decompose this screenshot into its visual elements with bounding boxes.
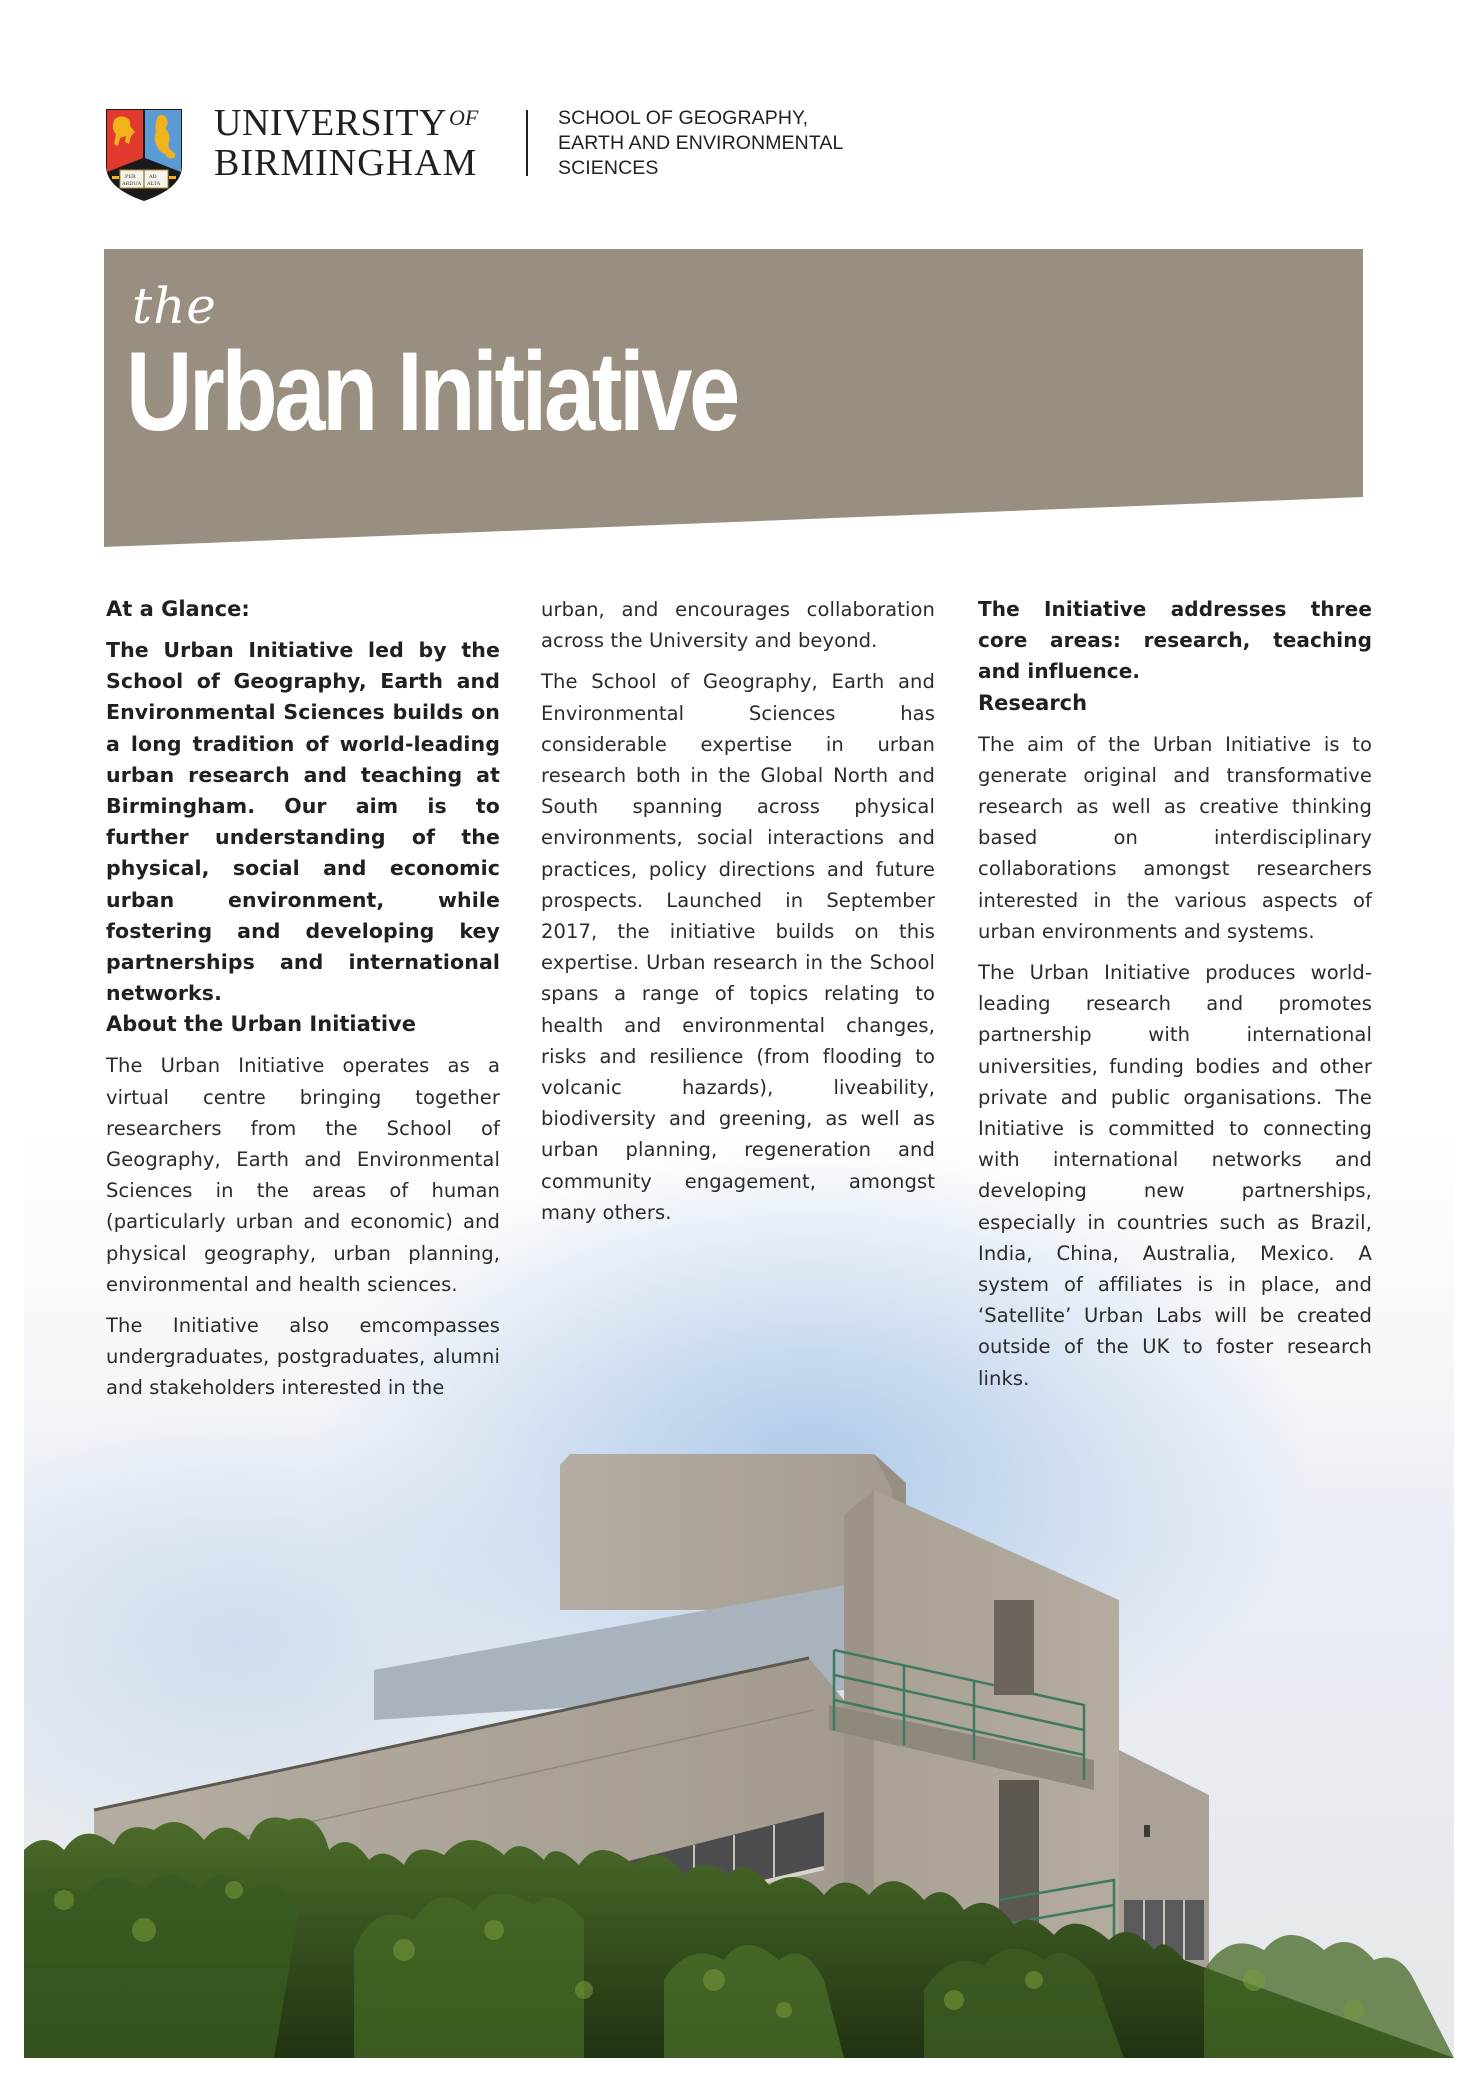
about-paragraph-2: The Initiative also emcompasses undergraduates, postgraduates, alumni and stakeholders interested in the: [106, 1314, 500, 1400]
banner-prefix: the: [132, 277, 217, 335]
research-paragraph-1: The aim of the Urban Initiative is to generate original and transformative research as well as creative thinking based on interdisciplinary collaborations amongst researchers interested in the various aspects of urban environments and systems.: [978, 732, 1372, 943]
school-name: [558, 106, 843, 181]
column-2: [541, 594, 935, 1228]
svg-text:ARDUA: ARDUA: [122, 181, 142, 187]
university-crest-icon: [105, 108, 183, 202]
glance-heading: At a Glance:: [106, 597, 250, 621]
page-header: [0, 0, 1470, 220]
svg-text:AD: AD: [149, 174, 157, 180]
about-heading: About the Urban Initiative: [106, 1012, 416, 1037]
wordmark-birmingham: BIRMINGHAM: [214, 142, 478, 184]
title-banner: [104, 249, 1363, 548]
crest-book-text: PER: [125, 174, 136, 180]
column-1: [106, 594, 500, 1404]
column-3: [978, 594, 1372, 1394]
research-paragraph-2: The Urban Initiative produces world-leading research and promotes partnership with international universities, funding bodies and other private and public organisations. The Initiative is committed to connecting with international networks and developing new partnerships, especially in countries such as Brazil, India, China, Australia, Mexico. A system of affiliates is in place, and ‘Satellite’ Urban Labs will be created outside of the UK to foster research links.: [978, 961, 1372, 1390]
core-areas-statement: The Initiative addresses three core areas: research, teaching and influence.: [978, 597, 1372, 684]
research-heading: Research: [978, 690, 1088, 715]
wordmark-university: UNIVERSITY: [214, 102, 447, 144]
header-divider: [526, 110, 528, 176]
school-expertise-paragraph: The School of Geography, Earth and Environmental Sciences has considerable expertise in urban research both in the Global North and South spanning across physical environments, social interactions and practices, policy directions and future prospects. Launched in September 2017, the initiative builds on this expertise. Urban research in the School spans a range of topics relating to health and environmental changes, risks and resilience (from flooding to volcanic hazards), liveability, biodiversity and greening, as well as urban planning, regeneration and community engagement, amongst many others.: [541, 670, 935, 1224]
svg-text:ALTA: ALTA: [147, 181, 161, 187]
about-continued-paragraph: urban, and encourages collaboration across the University and beyond.: [541, 598, 935, 653]
school-name-line: SCHOOL OF GEOGRAPHY,: [558, 107, 809, 129]
school-name-line: SCIENCES: [558, 157, 659, 179]
glance-summary: The Urban Initiative led by the School of Geography, Earth and Environmental Sciences builds on a long tradition of world-leading urban research and teaching at Birmingham. Our aim is to further understanding of the physical, social and economic urban environment, while fostering and developing key partnerships and international networks.: [106, 638, 500, 1006]
university-wordmark: [214, 104, 478, 182]
page-title: Urban Initiative: [126, 329, 737, 454]
school-name-line: EARTH AND ENVIRONMENTAL: [558, 132, 844, 154]
about-paragraph-1: The Urban Initiative operates as a virtual centre bringing together researchers from the School of Geography, Earth and Environmental Sciences in the areas of human (particularly urban and economic) and physical geography, urban planning, environmental and health sciences.: [106, 1054, 500, 1296]
wordmark-of: OF: [448, 105, 479, 130]
